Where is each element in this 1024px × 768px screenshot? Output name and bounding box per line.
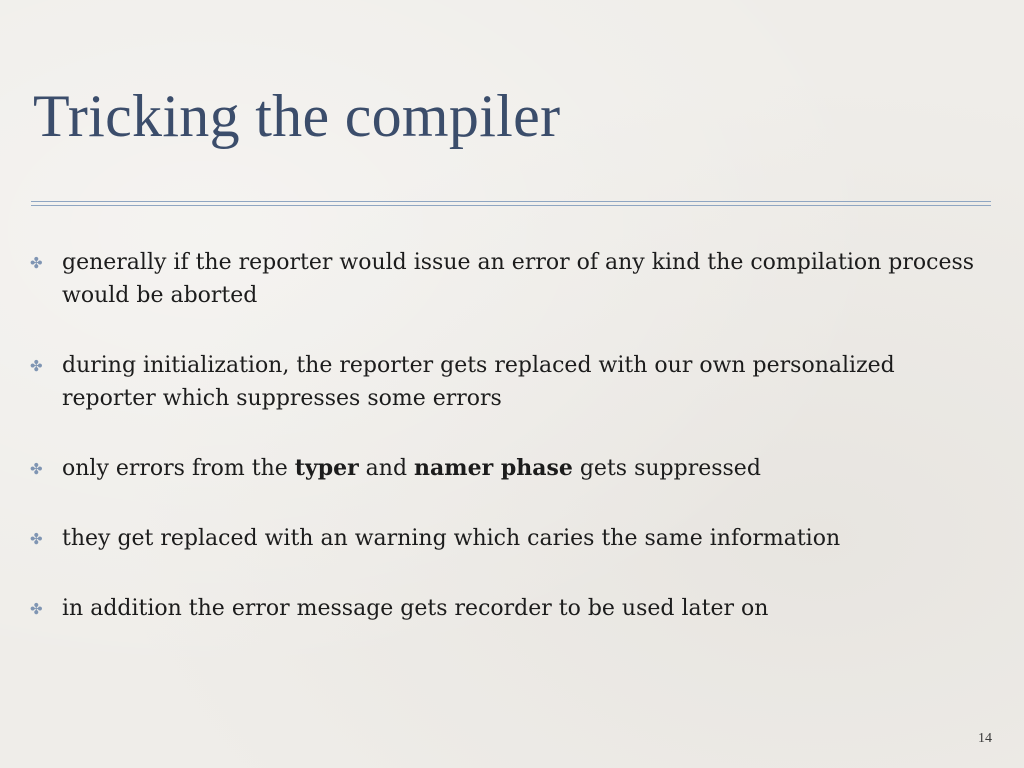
page-number: 14: [978, 731, 992, 746]
flower-bullet-icon: ✤: [30, 254, 43, 272]
bullet-item: [30, 522, 990, 555]
bullet-emphasis-namer-phase: namer phase: [414, 455, 573, 481]
bullet-emphasis-typer: typer: [294, 455, 359, 481]
bullet-text: in addition the error message gets recorder to be used later on: [62, 596, 769, 621]
bullet-list: [30, 246, 990, 662]
bullet-text-part: gets suppressed: [572, 456, 761, 481]
bullet-item: [30, 349, 990, 415]
bullet-text-part: and: [358, 456, 415, 481]
bullet-text: generally if the reporter would issue an error of any kind the compilation process would be aborted: [62, 250, 975, 308]
title-divider-top: [31, 201, 991, 202]
slide-title: Tricking the compiler: [33, 83, 561, 149]
bullet-text: during initialization, the reporter gets replaced with our own personalized reporter which suppresses some errors: [62, 353, 895, 411]
bullet-item: [30, 246, 990, 312]
flower-bullet-icon: ✤: [30, 357, 43, 375]
bullet-item: [30, 592, 990, 625]
bullet-text: they get replaced with an warning which caries the same information: [62, 526, 841, 551]
bullet-item: [30, 452, 990, 485]
flower-bullet-icon: ✤: [30, 460, 43, 478]
bullet-text-part: only errors from the: [62, 456, 295, 481]
flower-bullet-icon: ✤: [30, 530, 43, 548]
title-divider-bottom: [31, 205, 991, 206]
flower-bullet-icon: ✤: [30, 600, 43, 618]
